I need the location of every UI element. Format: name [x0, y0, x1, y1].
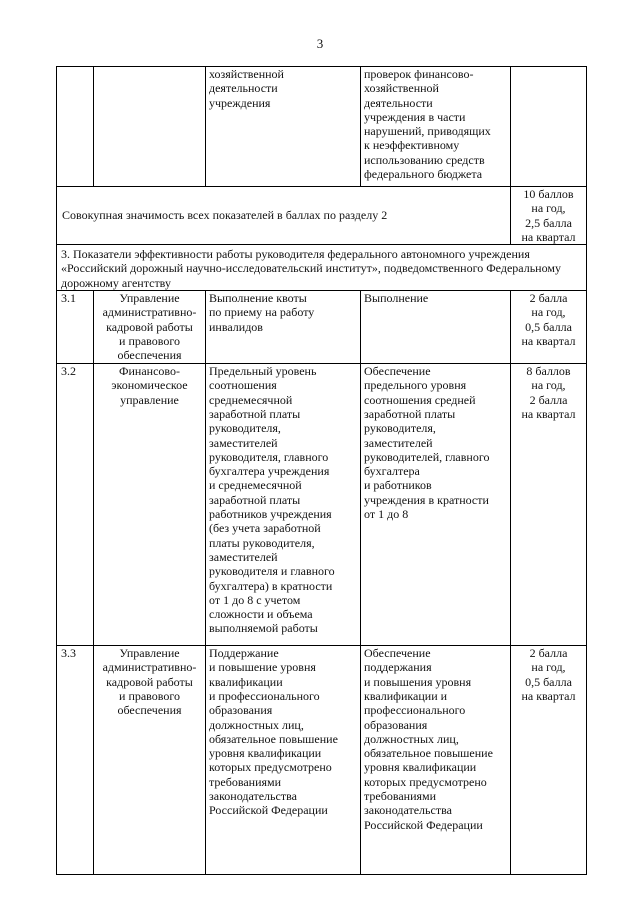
row-indicator: Предельный уровень соотношения среднемесячной заработной платы руководителя, заместителей руководителя, главного бухгалтера учреждения и среднемесячной заработной платы работников учреждения (без учета заработной платы руководителя, заместителей руководителя и главного бухгалтера) в кратности от 1 до 8 с учетом сложности и объема выполняемой работы: [206, 364, 361, 646]
row-score: 8 баллов на год, 2 балла на квартал: [511, 364, 587, 646]
page-number: 3: [316, 36, 324, 51]
row-number: 3.1: [57, 291, 94, 364]
row-criteria: Выполнение: [361, 291, 511, 364]
row-score: 2 балла на год, 0,5 балла на квартал: [511, 646, 587, 875]
row-indicator: Выполнение квоты по приему на работу инвалидов: [206, 291, 361, 364]
cell-num-empty: [57, 67, 94, 187]
table-row-section-title: [57, 245, 587, 291]
table-row-total: [57, 187, 587, 245]
row-score: 2 балла на год, 0,5 балла на квартал: [511, 291, 587, 364]
row-number: 3.3: [57, 646, 94, 875]
row-department: Управление административно- кадровой работы и правового обеспечения: [94, 291, 206, 364]
row-department: Управление административно- кадровой работы и правового обеспечения: [94, 646, 206, 875]
row-number: 3.2: [57, 364, 94, 646]
table-row-continuation: [57, 67, 587, 187]
cell-score-empty: [511, 67, 587, 187]
total-score: 10 баллов на год, 2,5 балла на квартал: [511, 187, 587, 245]
row-criteria: Обеспечение поддержания и повышения уровня квалификации и профессионального образования должностных лиц, обязательное повышение уровня квалификации которых предусмотрено требованиями законодательства Российской Федерации: [361, 646, 511, 875]
indicators-table: [56, 66, 587, 875]
section3-title: 3. Показатели эффективности работы руководителя федерального автономного учреждения «Российский дорожный научно-исследовательский институт», подведомственного Федеральному дорожному агентству: [57, 245, 587, 291]
row-department: Финансово- экономическое управление: [94, 364, 206, 646]
row-criteria: Обеспечение предельного уровня соотношения средней заработной платы руководителя, заместителей руководителей, главного бухгалтера и работников учреждения в кратности от 1 до 8: [361, 364, 511, 646]
table-row: [57, 646, 587, 875]
cell-dept-empty: [94, 67, 206, 187]
cell-indicator: хозяйственной деятельности учреждения: [206, 67, 361, 187]
table-row: [57, 291, 587, 364]
total-label: Совокупная значимость всех показателей в баллах по разделу 2: [57, 187, 511, 245]
table-row: [57, 364, 587, 646]
row-indicator: Поддержание и повышение уровня квалификации и профессионального образования должностных лиц, обязательное повышение уровня квалификации которых предусмотрено требованиями законодательства Российской Федерации: [206, 646, 361, 875]
cell-criteria: проверок финансово- хозяйственной деятельности учреждения в части нарушений, приводящих к неэффективному использованию средств федерального бюджета: [361, 67, 511, 187]
